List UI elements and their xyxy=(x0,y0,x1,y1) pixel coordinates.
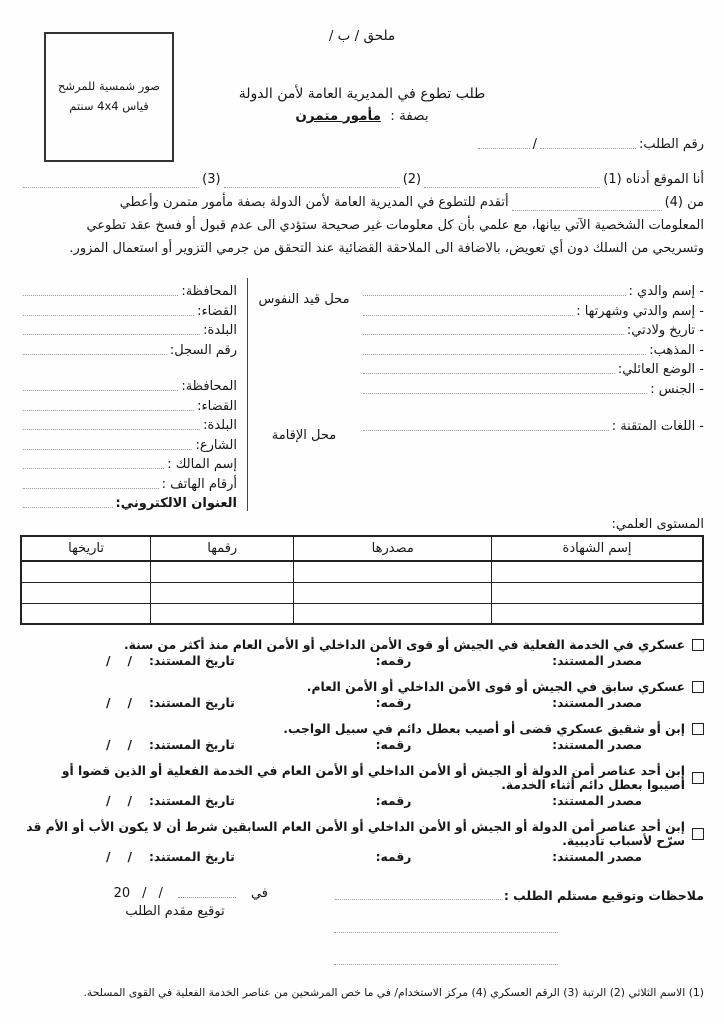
date-slash: / xyxy=(127,654,133,669)
date-place-blank[interactable] xyxy=(178,896,236,898)
education-row xyxy=(21,561,703,582)
doc-date-label: تاريخ المستند: xyxy=(149,654,235,669)
registry-governorate-blank[interactable] xyxy=(23,294,178,296)
date-slash: / xyxy=(106,794,111,809)
applicant-signature-label: توقيع مقدم الطلب xyxy=(125,904,225,920)
doc-number-label: رقمه: xyxy=(375,738,412,753)
from-label: من (4) xyxy=(664,194,704,210)
form-title: طلب تطوع في المديرية العامة لأمن الدولة xyxy=(238,86,486,102)
receiver-notes-row xyxy=(332,888,704,903)
eligibility-text: إبن أحد عناصر أمن الدولة أو الجيش أو الأمن الداخلي أو الأمن العام في الخدمة الفعلية أو الذين قضوا أو أصيبوا بعطل دائم أثناء الخدمة. xyxy=(61,764,685,793)
photo-box-line1: صور شمسية للمرشح xyxy=(57,79,161,94)
eligibility-item-martyr-relative xyxy=(20,722,704,752)
date-slash: / xyxy=(106,738,111,753)
eligibility-item-active-member-son xyxy=(20,764,704,808)
footnote: (1) الاسم الثلاثي (2) الرتبة (3) الرقم العسكري (4) مركز الاستخدام/ في ما خص المرشحين من عناصر الخدمة الفعلية في القوى المسلحة. xyxy=(83,986,704,1000)
doc-number-label: رقمه: xyxy=(375,794,412,809)
residence-street-blank[interactable] xyxy=(23,448,192,450)
registry-district-row xyxy=(20,299,237,319)
request-number-blank2[interactable] xyxy=(478,147,530,149)
date-slash: / xyxy=(106,850,111,865)
receiver-notes-label: ملاحظات وتوقيع مستلم الطلب : xyxy=(503,888,704,904)
registry-governorate-label: المحافظة: xyxy=(181,284,237,300)
registry-town-blank[interactable] xyxy=(23,333,200,335)
education-row xyxy=(21,603,703,624)
location-fields-column xyxy=(20,278,247,512)
residence-email-blank[interactable] xyxy=(23,506,113,508)
date-slash: / xyxy=(106,696,111,711)
doc-date-group xyxy=(106,850,235,864)
eligibility-item-former-military xyxy=(20,680,704,710)
table-cell[interactable] xyxy=(151,582,294,603)
doc-date-group xyxy=(106,654,235,668)
document-line xyxy=(20,848,704,864)
doc-date-group xyxy=(106,696,235,710)
education-header-row xyxy=(21,536,703,561)
registry-record-number-label: رقم السجل: xyxy=(169,342,237,358)
personal-fields-column xyxy=(360,278,704,512)
doc-source-label: مصدر المستند: xyxy=(552,794,642,809)
checkbox[interactable] xyxy=(692,723,704,735)
document-line xyxy=(20,652,704,668)
eligibility-text: عسكري في الخدمة الفعلية في الجيش أو قوى الأمن الداخلي أو الأمن العام منذ أكثر من سنة. xyxy=(124,638,685,653)
rank-blank[interactable] xyxy=(224,186,400,188)
personal-info-section xyxy=(20,278,704,512)
date-prefix-label: في xyxy=(250,886,268,902)
doc-source-label: مصدر المستند: xyxy=(552,850,642,865)
residence-district-label: القضاء: xyxy=(197,398,237,414)
table-cell[interactable] xyxy=(21,603,151,624)
doc-source-label: مصدر المستند: xyxy=(552,696,642,711)
certificate-source-header: مصدرها xyxy=(294,536,492,561)
table-cell[interactable] xyxy=(21,561,151,582)
doc-date-label: تاريخ المستند: xyxy=(149,696,235,711)
education-section-label: المستوى العلمي: xyxy=(611,517,704,533)
doc-date-group xyxy=(106,794,235,808)
checkbox[interactable] xyxy=(692,828,704,840)
certificate-date-header: تاريخها xyxy=(21,536,151,561)
residence-governorate-row xyxy=(20,375,237,395)
group-spacer xyxy=(20,358,237,375)
eligibility-item-active-military xyxy=(20,638,704,668)
table-cell[interactable] xyxy=(294,603,492,624)
residence-governorate-blank[interactable] xyxy=(23,389,178,391)
languages-blank[interactable] xyxy=(363,429,609,431)
declaration-line2 xyxy=(20,191,704,214)
checkbox[interactable] xyxy=(692,639,704,651)
field-row-mother-name xyxy=(360,299,704,319)
receiver-signature-line[interactable] xyxy=(334,964,558,965)
marital-status-label: - الوضع العائلي: xyxy=(617,362,704,378)
eligibility-text: عسكري سابق في الجيش أو قوى الأمن الداخلي أو الأمن العام. xyxy=(306,680,685,695)
residence-email-label: العنوان الالكتروني: xyxy=(115,496,237,512)
residence-district-row xyxy=(20,394,237,414)
education-table xyxy=(20,535,704,625)
request-number-label: رقم الطلب: xyxy=(639,136,704,152)
birthdate-label: - تاريخ ولادتي: xyxy=(626,323,704,339)
eligibility-item-former-member-son xyxy=(20,820,704,864)
doc-number-label: رقمه: xyxy=(375,850,412,865)
registry-district-blank[interactable] xyxy=(23,314,194,316)
num3-label: (3) xyxy=(202,171,221,187)
table-cell[interactable] xyxy=(294,561,492,582)
registry-record-number-blank[interactable] xyxy=(23,353,167,355)
gender-label: - الجنس : xyxy=(650,381,704,397)
registry-district-label: القضاء: xyxy=(197,303,237,319)
receiver-signature-line[interactable] xyxy=(334,932,558,933)
residence-email-row xyxy=(20,492,237,512)
table-cell[interactable] xyxy=(294,582,492,603)
eligibility-section xyxy=(20,638,704,864)
residence-governorate-label: المحافظة: xyxy=(181,379,237,395)
registry-record-number-row xyxy=(20,338,237,358)
receiver-notes-blank[interactable] xyxy=(335,898,501,900)
certificate-number-header: رقمها xyxy=(151,536,294,561)
eligibility-text: إبن أحد عناصر أمن الدولة أو الجيش أو الأمن الداخلي أو الأمن العام السابقين شرط أن لا يكون الأب أو الأم قد سرّح لأسباب تأديبية. xyxy=(26,820,685,849)
section-labels-column xyxy=(247,278,360,512)
doc-number-label: رقمه: xyxy=(375,654,412,669)
role-prefix: بصفة : xyxy=(390,107,429,124)
declaration-line3: المعلومات الشخصية الآتي بيانها، مع علمي بأن كل معلومات غير صحيحة ستؤدي الى عدم قبول أو فسخ عقد تطوعي xyxy=(86,217,704,233)
residence-town-row xyxy=(20,414,237,434)
checkbox[interactable] xyxy=(692,772,704,784)
doc-source-label: مصدر المستند: xyxy=(552,654,642,669)
year-prefix: 20 xyxy=(113,886,131,902)
residence-label: محل الإقامة xyxy=(271,427,337,443)
document-line xyxy=(20,694,704,710)
photo-box-line2: قياس 4x4 سنتم xyxy=(69,99,149,113)
residence-owner-label: إسم المالك : xyxy=(167,457,237,473)
name-blank[interactable] xyxy=(424,186,600,188)
doc-number-label: رقمه: xyxy=(375,696,412,711)
certificate-name-header: إسم الشهادة xyxy=(492,536,703,561)
date-slash: / xyxy=(127,696,133,711)
residence-phone-blank[interactable] xyxy=(23,487,159,489)
annex-label: ملحق / ب / xyxy=(328,28,396,44)
father-name-label: - إسم والدي : xyxy=(628,284,704,300)
table-cell[interactable] xyxy=(492,603,703,624)
date-slash: / xyxy=(142,886,147,902)
residence-phone-label: أرقام الهاتف : xyxy=(161,476,237,492)
slash-separator: / xyxy=(532,136,538,152)
request-number-blank[interactable] xyxy=(540,147,636,149)
residence-street-row xyxy=(20,433,237,453)
sect-label: - المذهب: xyxy=(649,342,704,358)
document-line xyxy=(20,736,704,752)
declaration-paragraph xyxy=(20,168,704,260)
mother-name-blank[interactable] xyxy=(363,314,573,316)
residence-owner-row xyxy=(20,453,237,473)
field-row-gender xyxy=(360,377,704,397)
field-row-languages xyxy=(360,415,704,435)
education-row xyxy=(21,582,703,603)
signature-footer xyxy=(20,880,704,976)
field-row-sect xyxy=(360,338,704,358)
registry-town-label: البلدة: xyxy=(203,323,237,339)
eligibility-text: إبن أو شقيق عسكري قضى أو أصيب بعطل دائم في سبيل الواجب. xyxy=(283,722,685,737)
residence-district-blank[interactable] xyxy=(23,409,194,411)
doc-date-label: تاريخ المستند: xyxy=(149,794,235,809)
field-row-marital-status xyxy=(360,358,704,378)
residence-phone-row xyxy=(20,472,237,492)
employment-center-blank[interactable] xyxy=(512,209,662,211)
date-slash: / xyxy=(106,654,111,669)
residence-owner-blank[interactable] xyxy=(23,467,164,469)
declaration-line2-text: أتقدم للتطوع في المديرية العامة لأمن الدولة بصفة مأمور متمرن وأعطي xyxy=(119,194,509,210)
num2-label: (2) xyxy=(402,171,422,187)
doc-source-label: مصدر المستند: xyxy=(552,738,642,753)
request-number-row xyxy=(454,137,704,152)
document-line xyxy=(20,792,704,808)
languages-label: - اللغات المتقنة : xyxy=(611,419,704,435)
date-slash: / xyxy=(158,886,163,902)
table-cell[interactable] xyxy=(492,582,703,603)
date-slash: / xyxy=(127,738,133,753)
checkbox[interactable] xyxy=(692,681,704,693)
field-row-birthdate xyxy=(360,319,704,339)
table-cell[interactable] xyxy=(21,582,151,603)
military-number-blank[interactable] xyxy=(23,186,199,188)
registry-town-row xyxy=(20,319,237,339)
residence-street-label: الشارع: xyxy=(195,437,237,453)
doc-date-group xyxy=(106,738,235,752)
doc-date-label: تاريخ المستند: xyxy=(149,738,235,753)
residence-town-label: البلدة: xyxy=(203,418,237,434)
father-name-blank[interactable] xyxy=(363,294,626,296)
date-slash: / xyxy=(127,850,133,865)
table-cell[interactable] xyxy=(151,603,294,624)
registry-governorate-row xyxy=(20,280,237,300)
declaration-intro: أنا الموقع أدناه (1) xyxy=(603,171,704,187)
residence-town-blank[interactable] xyxy=(23,428,200,430)
application-date-block xyxy=(78,886,268,919)
gender-blank[interactable] xyxy=(363,392,647,394)
field-row-father-name xyxy=(360,280,704,300)
sect-blank[interactable] xyxy=(363,353,646,355)
declaration-line1 xyxy=(20,168,704,191)
civil-registry-label: محل قيد النفوس xyxy=(258,291,350,307)
doc-date-label: تاريخ المستند: xyxy=(149,850,235,865)
role-value: مأمور متمرن xyxy=(295,107,381,124)
birthdate-blank[interactable] xyxy=(363,333,624,335)
date-slash: / xyxy=(127,794,133,809)
declaration-line4: وتسريحي من السلك دون أي تعويض، بالاضافة الى الملاحقة القضائية عند التحقق من جرمي التزوير أو استعمال المزور. xyxy=(69,240,704,256)
table-cell[interactable] xyxy=(151,561,294,582)
table-cell[interactable] xyxy=(492,561,703,582)
marital-status-blank[interactable] xyxy=(363,372,615,374)
photo-box xyxy=(44,32,174,162)
mother-name-label: - إسم والدتي وشهرتها : xyxy=(576,303,704,319)
